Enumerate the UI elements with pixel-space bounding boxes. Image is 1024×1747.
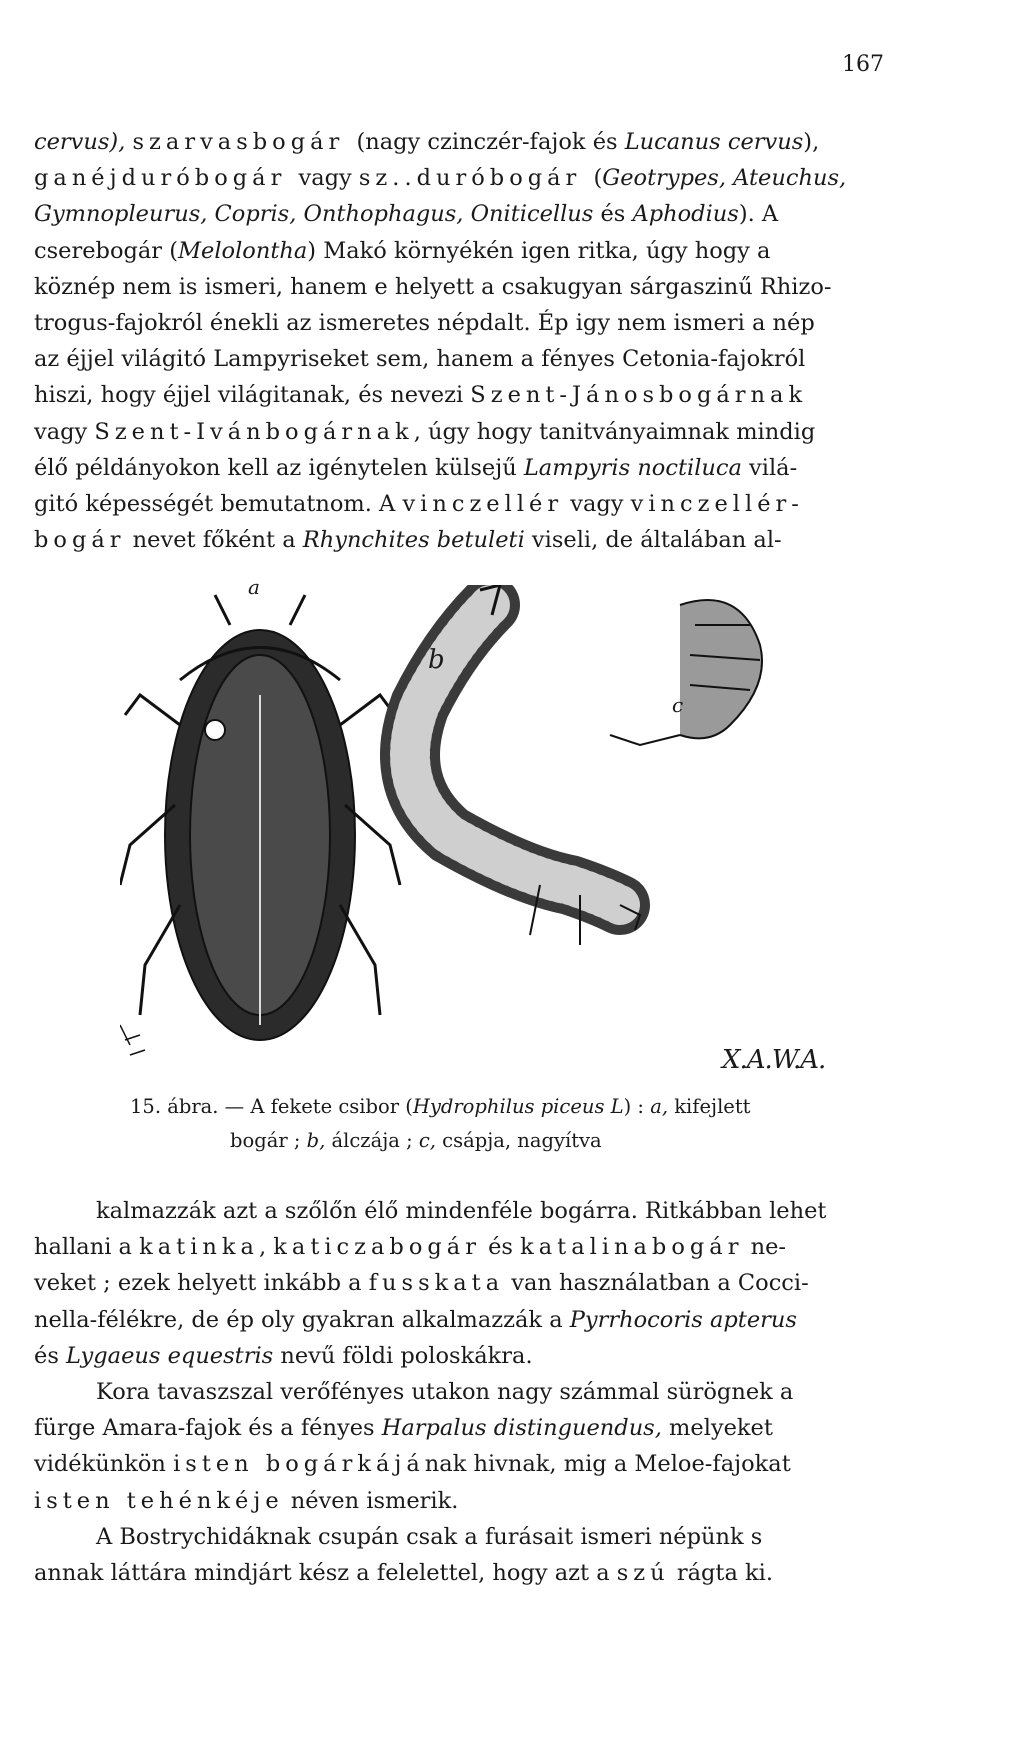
figure-caption: [130, 1090, 890, 1158]
text-segment: isten bogárkájá: [173, 1451, 425, 1478]
caption-segment: csápja, nagyítva: [435, 1129, 602, 1152]
text-line: [34, 486, 892, 522]
larva-drawing: [410, 585, 640, 945]
text-segment: vilá-: [741, 454, 798, 481]
text-segment: gitó képességét bemutatnom. A: [34, 491, 403, 518]
text-segment: nevet főként a: [125, 527, 303, 554]
caption-segment: kifejlett: [668, 1095, 751, 1118]
text-segment: Aphodius: [632, 201, 739, 228]
text-segment: , úgy hogy tanitványaimnak mindig: [413, 418, 816, 445]
text-segment: köznép nem is ismeri, hanem e helyett a csakugyan sárgaszinű Rhizo-: [34, 273, 832, 300]
text-segment: vinczellér-: [630, 491, 804, 518]
page-number: 167: [842, 52, 884, 77]
text-line: [34, 1483, 892, 1519]
text-segment: élő példányokon kell az igénytelen külsejű: [34, 454, 524, 481]
text-segment: ). A: [738, 201, 779, 228]
text-line: [34, 522, 892, 558]
text-segment: bogár: [34, 527, 126, 554]
caption-segment: a,: [650, 1095, 669, 1118]
text-segment: nevű földi poloskákra.: [273, 1342, 533, 1369]
text-segment: ,: [258, 1234, 274, 1261]
engraver-signature: X.A.W.A.: [722, 1045, 826, 1075]
paragraph-2: [34, 1193, 892, 1374]
figure-illustration: [120, 585, 910, 1085]
caption-line-1: [130, 1090, 890, 1124]
paragraph-1: [34, 124, 892, 558]
text-segment: és: [34, 1342, 67, 1369]
text-segment: Lucanus cervus: [624, 129, 804, 155]
text-line: [34, 124, 892, 160]
small-mark: [120, 1025, 145, 1055]
text-segment: veket ; ezek helyett inkább a: [34, 1270, 369, 1297]
text-segment: ),: [803, 129, 820, 155]
text-line: [34, 196, 892, 232]
text-segment: hallani a: [34, 1234, 140, 1261]
text-segment: nak hivnak, mig a Meloe-fajokat: [424, 1451, 791, 1478]
caption-segment: b,: [306, 1129, 326, 1152]
text-segment: vidékünkön: [34, 1451, 174, 1478]
text-segment: annak láttára mindjárt kész a felelettel, hogy azt a: [34, 1560, 617, 1587]
paragraph-3: [34, 1374, 892, 1519]
text-segment: Geotrypes, Ateuchus,: [602, 165, 847, 192]
text-segment: melyeket: [661, 1415, 773, 1442]
text-segment: Pyrrhocoris apterus: [569, 1306, 797, 1333]
text-segment: katiczabogár: [273, 1234, 481, 1261]
text-segment: és: [480, 1234, 521, 1261]
text-segment: ne-: [743, 1234, 787, 1261]
text-line: [34, 1338, 892, 1374]
text-segment: szarvasbogár: [132, 129, 357, 155]
text-segment: Gymnopleurus, Copris, Onthophagus, Oniticellus: [34, 201, 601, 228]
caption-segment: ) :: [623, 1095, 651, 1118]
paragraph-4: [34, 1519, 892, 1591]
text-segment: Melolontha: [178, 237, 308, 264]
caption-line-2: [130, 1124, 890, 1158]
label-b: b: [428, 645, 445, 675]
text-segment: Harpalus distinguendus,: [381, 1415, 662, 1442]
caption-segment: Hydrophilus piceus L: [412, 1095, 624, 1118]
text-segment: trogus-fajokról énekli az ismeretes népdalt. Ép igy nem ismeri a nép: [34, 310, 815, 337]
text-segment: (nagy czinczér-fajok és: [356, 129, 625, 155]
text-segment: katalinabogár: [520, 1234, 744, 1261]
caption-segment: c,: [418, 1129, 436, 1152]
text-line: [34, 1374, 892, 1410]
text-segment: hiszi, hogy éjjel világitanak, és nevezi: [34, 382, 471, 409]
text-line: [34, 414, 892, 450]
beetle-drawing: [120, 595, 400, 1040]
label-c: c: [672, 693, 684, 717]
antenna-drawing: [610, 600, 762, 745]
text-line: [34, 1410, 892, 1446]
text-segment: fusskata: [368, 1270, 505, 1297]
text-segment: Szent-Ivánbogárnak: [94, 418, 414, 445]
caption-segment: 15. ábra. — A fekete csibor (: [130, 1095, 413, 1118]
text-line: [34, 1302, 892, 1338]
text-line: [34, 1519, 892, 1555]
text-segment: Lygaeus equestris: [66, 1342, 274, 1369]
text-segment: és: [600, 201, 633, 228]
text-line: [34, 1446, 892, 1482]
text-line: [34, 377, 892, 413]
text-segment: vagy: [563, 491, 631, 518]
text-segment: fürge Amara-fajok és a fényes: [34, 1415, 382, 1442]
text-segment: Lampyris noctiluca: [523, 454, 742, 481]
caption-segment: álczája ;: [325, 1129, 419, 1152]
text-segment: Szent-Jánosbogárnak: [470, 382, 808, 409]
text-segment: cervus),: [34, 129, 133, 155]
text-segment: szú: [616, 1560, 670, 1587]
text-line: [34, 1193, 892, 1229]
text-segment: cserebogár (: [34, 237, 178, 264]
text-segment: néven ismerik.: [283, 1487, 459, 1514]
text-segment: ) Makó környékén igen ritka, úgy hogy a: [307, 237, 771, 264]
text-segment: sz..duróbogár: [358, 165, 594, 192]
text-segment: kalmazzák azt a szőlőn élő mindenféle bogárra. Ritkábban lehet: [96, 1198, 827, 1224]
text-line: [34, 341, 892, 377]
text-segment: viseli, de általában al-: [524, 527, 782, 554]
text-segment: vagy: [298, 165, 359, 192]
text-line: [34, 160, 892, 196]
text-segment: az éjjel világitó Lampyriseket sem, hanem a fényes Cetonia-fajokról: [34, 346, 806, 373]
text-segment: (: [593, 165, 603, 192]
text-line: [34, 233, 892, 269]
figure-hydrophilus: [120, 575, 910, 1085]
text-line: [34, 450, 892, 486]
caption-segment: bogár ;: [230, 1129, 307, 1152]
text-segment: A Bostrychidáknak csupán csak a furásait ismeri népünk s: [96, 1524, 763, 1550]
text-segment: katinka: [139, 1234, 259, 1261]
text-segment: vagy: [34, 418, 95, 445]
text-line: [34, 305, 892, 341]
text-segment: Kora tavaszszal verőfényes utakon nagy számmal sürögnek a: [96, 1379, 794, 1405]
text-line: [34, 1265, 892, 1301]
text-segment: van használatban a Cocci-: [504, 1270, 809, 1297]
text-segment: isten tehénkéje: [34, 1487, 284, 1514]
text-segment: nella-félékre, de ép oly gyakran alkalmazzák a: [34, 1306, 570, 1333]
text-segment: rágta ki.: [669, 1560, 773, 1587]
text-segment: ganéjduróbogár: [34, 165, 299, 192]
text-line: [34, 1229, 892, 1265]
text-segment: vinczellér: [402, 491, 564, 518]
text-segment: Rhynchites betuleti: [302, 527, 525, 554]
label-a: a: [248, 575, 260, 599]
text-line: [34, 269, 892, 305]
text-line: [34, 1555, 892, 1591]
